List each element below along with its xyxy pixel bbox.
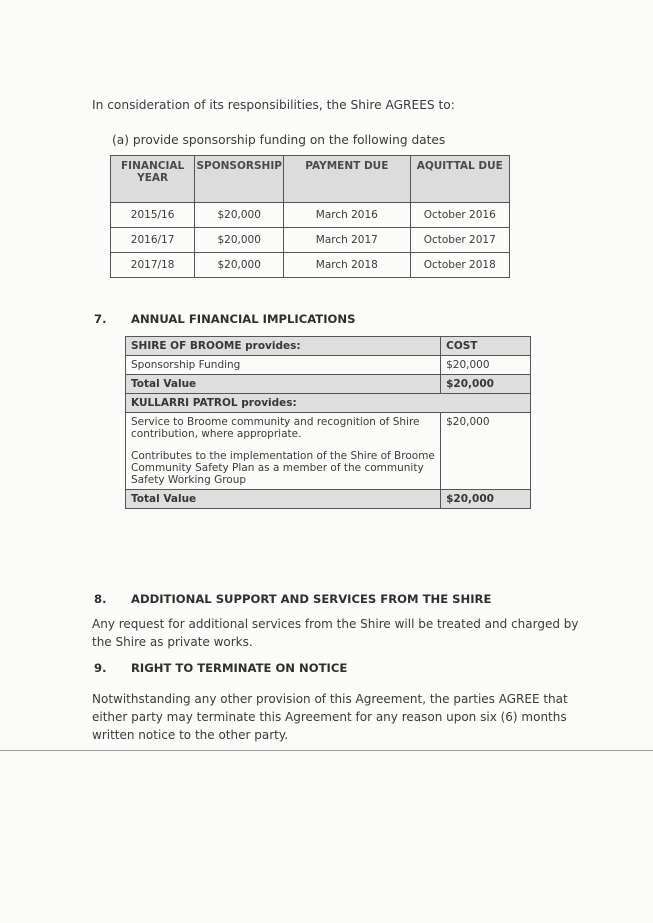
- cell-amount: $20,000: [195, 203, 284, 228]
- total-value-cost: $20,000: [441, 490, 531, 509]
- section-9-body: Notwithstanding any other provision of this Agreement, the parties AGREE that either party may terminate this Agreement for any reason upon six (6) months written notice to the other party.: [92, 692, 568, 742]
- section-title: ADDITIONAL SUPPORT AND SERVICES FROM THE SHIRE: [131, 592, 492, 606]
- cell-year: 2015/16: [111, 203, 195, 228]
- table-row: [126, 394, 531, 413]
- table-row: [111, 203, 510, 228]
- table-row: [111, 253, 510, 278]
- cell-year: 2017/18: [111, 253, 195, 278]
- section-number: 8.: [94, 592, 107, 606]
- intro-text: In consideration of its responsibilities, the Shire AGREES to:: [92, 98, 455, 112]
- cell-payment: March 2018: [284, 253, 410, 278]
- cell-payment: March 2016: [284, 203, 410, 228]
- table-row: [126, 375, 531, 394]
- table-row: [126, 490, 531, 509]
- section-number: 9.: [94, 661, 107, 675]
- sponsorship-funding-label: Sponsorship Funding: [126, 356, 441, 375]
- total-value-label: Total Value: [126, 375, 441, 394]
- total-value-cost: $20,000: [441, 375, 531, 394]
- table-row: [126, 413, 531, 490]
- page-divider: [0, 750, 653, 751]
- section-number: 7.: [94, 312, 107, 326]
- financial-implications-table: [125, 336, 531, 509]
- cell-amount: $20,000: [195, 253, 284, 278]
- patrol-services-cell: [126, 413, 441, 490]
- service-description: Service to Broome community and recognition of Shire contribution, where appropriate.: [131, 416, 420, 440]
- cell-acquittal: October 2018: [410, 253, 510, 278]
- subintro-text: (a) provide sponsorship funding on the following dates: [112, 133, 446, 147]
- cell-acquittal: October 2017: [410, 228, 510, 253]
- header-payment-due: PAYMENT DUE: [284, 156, 410, 203]
- section-title: ANNUAL FINANCIAL IMPLICATIONS: [131, 312, 356, 326]
- shire-provides-header: SHIRE OF BROOME provides:: [126, 337, 441, 356]
- cell-year: 2016/17: [111, 228, 195, 253]
- cell-acquittal: October 2016: [410, 203, 510, 228]
- header-acquittal-due: AQUITTAL DUE: [410, 156, 510, 203]
- funding-schedule-table: [110, 155, 510, 278]
- table-header-row: [111, 156, 510, 203]
- section-8-body: Any request for additional services from the Shire will be treated and charged by the Shire as private works.: [92, 617, 579, 649]
- cell-amount: $20,000: [195, 228, 284, 253]
- cost-header: COST: [441, 337, 531, 356]
- total-value-label: Total Value: [126, 490, 441, 509]
- table-row: [126, 356, 531, 375]
- table-row: [111, 228, 510, 253]
- header-financial-year: FINANCIAL YEAR: [111, 156, 195, 203]
- service-cost: $20,000: [441, 413, 531, 490]
- section-title: RIGHT TO TERMINATE ON NOTICE: [131, 661, 348, 675]
- header-sponsorship: SPONSORSHIP: [195, 156, 284, 203]
- safety-plan-description: Contributes to the implementation of the Shire of Broome Community Safety Plan as a member of the community Safety Working Group: [131, 450, 435, 486]
- table-row: [126, 337, 531, 356]
- sponsorship-funding-cost: $20,000: [441, 356, 531, 375]
- patrol-provides-header: KULLARRI PATROL provides:: [126, 394, 531, 413]
- cell-payment: March 2017: [284, 228, 410, 253]
